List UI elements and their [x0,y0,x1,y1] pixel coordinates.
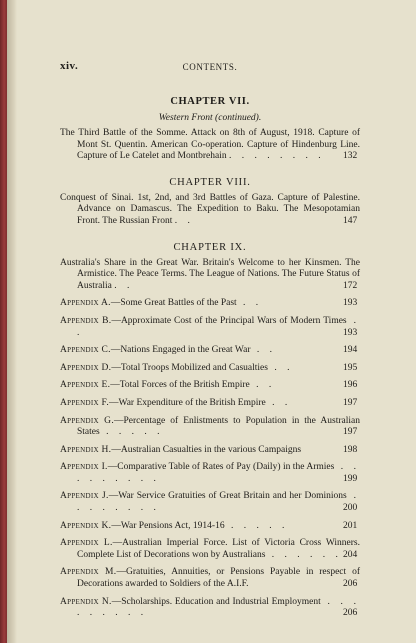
toc-entry-text: Conquest of Sinai. 1st, 2nd, and 3rd Battles of Gaza. Capture of Palestine. Advance on Damascus. The Expedition to Baku. The Mesopotamian Front. The Russian Front [60,192,360,226]
appendix-label: Appendix C. [60,345,111,356]
appendix-title: —Some Great Battles of the Past [110,298,237,309]
book-spine [0,0,7,643]
appendix-label: Appendix F. [60,397,109,408]
appendix-title: —War Expenditure of the British Empire [109,397,266,408]
dot-leader: . . . . . . [265,549,342,560]
running-head: CONTENTS. [182,62,238,72]
appendix-title: —Gratuities, Annuities, or Pensions Payable in respect of Decorations awarded to Soldiers of the A.I.F. [77,567,360,590]
appendix-entry: Appendix D.—Total Troops Mobilized and Casualties . . 195 [60,362,358,373]
appendix-entry: Appendix L.—Australian Imperial Force. List of Victoria Cross Winners. Complete List of Decorations won by Australians . . . . . . 204 [60,538,360,560]
dot-leader: . . [249,380,276,391]
appendix-label: Appendix M. [60,567,117,578]
appendix-title: —Total Troops Mobilized and Casualties [111,362,268,373]
dot-leader: . . [77,315,360,338]
appendix-title: —Total Forces of the British Empire [110,380,250,391]
chapter-heading: CHAPTER IX. [173,241,247,253]
appendix-label: Appendix G. [60,415,115,426]
dot-leader: . . . . . . . . [228,151,325,162]
appendix-label: Appendix K. [60,520,112,531]
chapter-heading: CHAPTER VII. [170,96,250,107]
toc-entry: Conquest of Sinai. 1st, 2nd, and 3rd Battles of Gaza. Capture of Palestine. Advance on Damascus. The Expedition to Baku. The Mesopotamian Front. The Russian Front . . 147 [60,192,360,226]
dot-leader: . . [250,345,276,356]
appendix-title: —Nations Engaged in the Great War [110,345,251,356]
page-number: xiv. [60,60,79,72]
appendix-label: Appendix I. [60,462,108,473]
toc-entry: Australia's Share in the Great War. Britain's Welcome to her Kinsmen. The Armistice. The Peace Terms. The League of Nations. The Future Status of Australia . . 172 [60,257,360,291]
appendix-entry: Appendix F.—War Expenditure of the British Empire . . 197 [60,397,358,408]
appendix-label: Appendix A. [60,298,111,309]
appendix-label: Appendix B. [60,315,112,326]
appendix-title: —War Pensions Act, 1914-16 [111,520,225,531]
dot-leader: . . [114,280,134,291]
appendix-entry: Appendix J.—War Service Gratuities of Great Britain and her Dominions . . . . . . . . 200 [60,491,360,514]
toc-entry-text: The Third Battle of the Somme. Attack on 8th of August, 1918. Capture of Mont St. Quentin. American Co-operation. Capture of Hindenburg Line. Capture of Le Catelet and Montbrehain [60,128,360,162]
dot-leader: . . [174,215,194,226]
appendix-entry: Appendix G.—Percentage of Enlistments to Population in the Australian States . . . . . 197 [60,415,360,438]
appendix-label: Appendix H. [60,444,112,455]
dot-leader: . . . . . [224,520,289,531]
dot-leader: . . . . . . . . [77,491,360,514]
appendix-label: Appendix J. [60,491,109,502]
appendix-label: Appendix D. [60,362,112,373]
toc-entry-text: Australia's Share in the Great War. Britain's Welcome to her Kinsmen. The Armistice. The Peace Terms. The League of Nations. The Future Status of Australia [60,257,360,291]
contents-page [60,60,360,620]
dot-leader: . . . . . . . . . [77,596,360,619]
appendix-entry: Appendix C.—Nations Engaged in the Great War . . 194 [60,345,358,356]
dot-leader: . . . . . [99,427,164,438]
page-header [60,60,360,74]
appendix-entry: Appendix M.—Gratuities, Annuities, or Pensions Payable in respect of Decorations awarded to Soldiers of the A.I.F. 206 [60,567,360,590]
appendix-entry: Appendix B.—Approximate Cost of the Principal Wars of Modern Times . . 193 [60,315,360,338]
appendix-title: —Australian Imperial Force. List of Victoria Cross Winners. Complete List of Decorations won by Australians [77,538,360,560]
appendix-title: —Australian Casualties in the various Campaigns [111,444,302,455]
appendix-entry: Appendix A.—Some Great Battles of the Past . . 193 [60,298,358,309]
appendix-title: —Comparative Table of Rates of Pay (Daily) in the Armies [107,462,335,473]
appendix-label: Appendix L. [60,538,113,549]
appendix-title: —War Service Gratuities of Great Britain and her Dominions [108,491,347,502]
dot-leader: . . [265,397,292,408]
appendix-label: Appendix E. [60,380,111,391]
appendix-title: —Approximate Cost of the Principal Wars of Modern Times [111,315,347,326]
page-gutter [7,0,17,643]
appendix-title: —Scholarships. Education and Industrial Employment [111,596,321,607]
appendix-entry: Appendix H.—Australian Casualties in the various Campaigns 198 [60,444,358,455]
dot-leader: . . [236,298,263,309]
appendix-label: Appendix N. [60,596,112,607]
chapter-subheading: Western Front (continued). [158,113,262,123]
dot-leader: . . [267,362,294,373]
appendix-entry: Appendix E.—Total Forces of the British Empire . . 196 [60,380,358,391]
chapter-heading: CHAPTER VIII. [169,176,251,188]
appendix-entry: Appendix N.—Scholarships. Education and Industrial Employment . . . . . . . . . 206 [60,596,360,619]
appendix-entry: Appendix I.—Comparative Table of Rates of Pay (Daily) in the Armies . . . . . . . . . 199 [60,462,361,484]
dot-leader: . . . . . . . . . [77,462,361,484]
appendix-list [60,298,360,619]
appendix-entry: Appendix K.—War Pensions Act, 1914-16 . . . . . 201 [60,520,358,531]
toc-entry: The Third Battle of the Somme. Attack on 8th of August, 1918. Capture of Mont St. Quentin. American Co-operation. Capture of Hindenburg Line. Capture of Le Catelet and Montbrehain . . . . . . . . 132 [60,128,360,162]
appendix-title: —Percentage of Enlistments to Population in the Australian States [77,415,360,438]
